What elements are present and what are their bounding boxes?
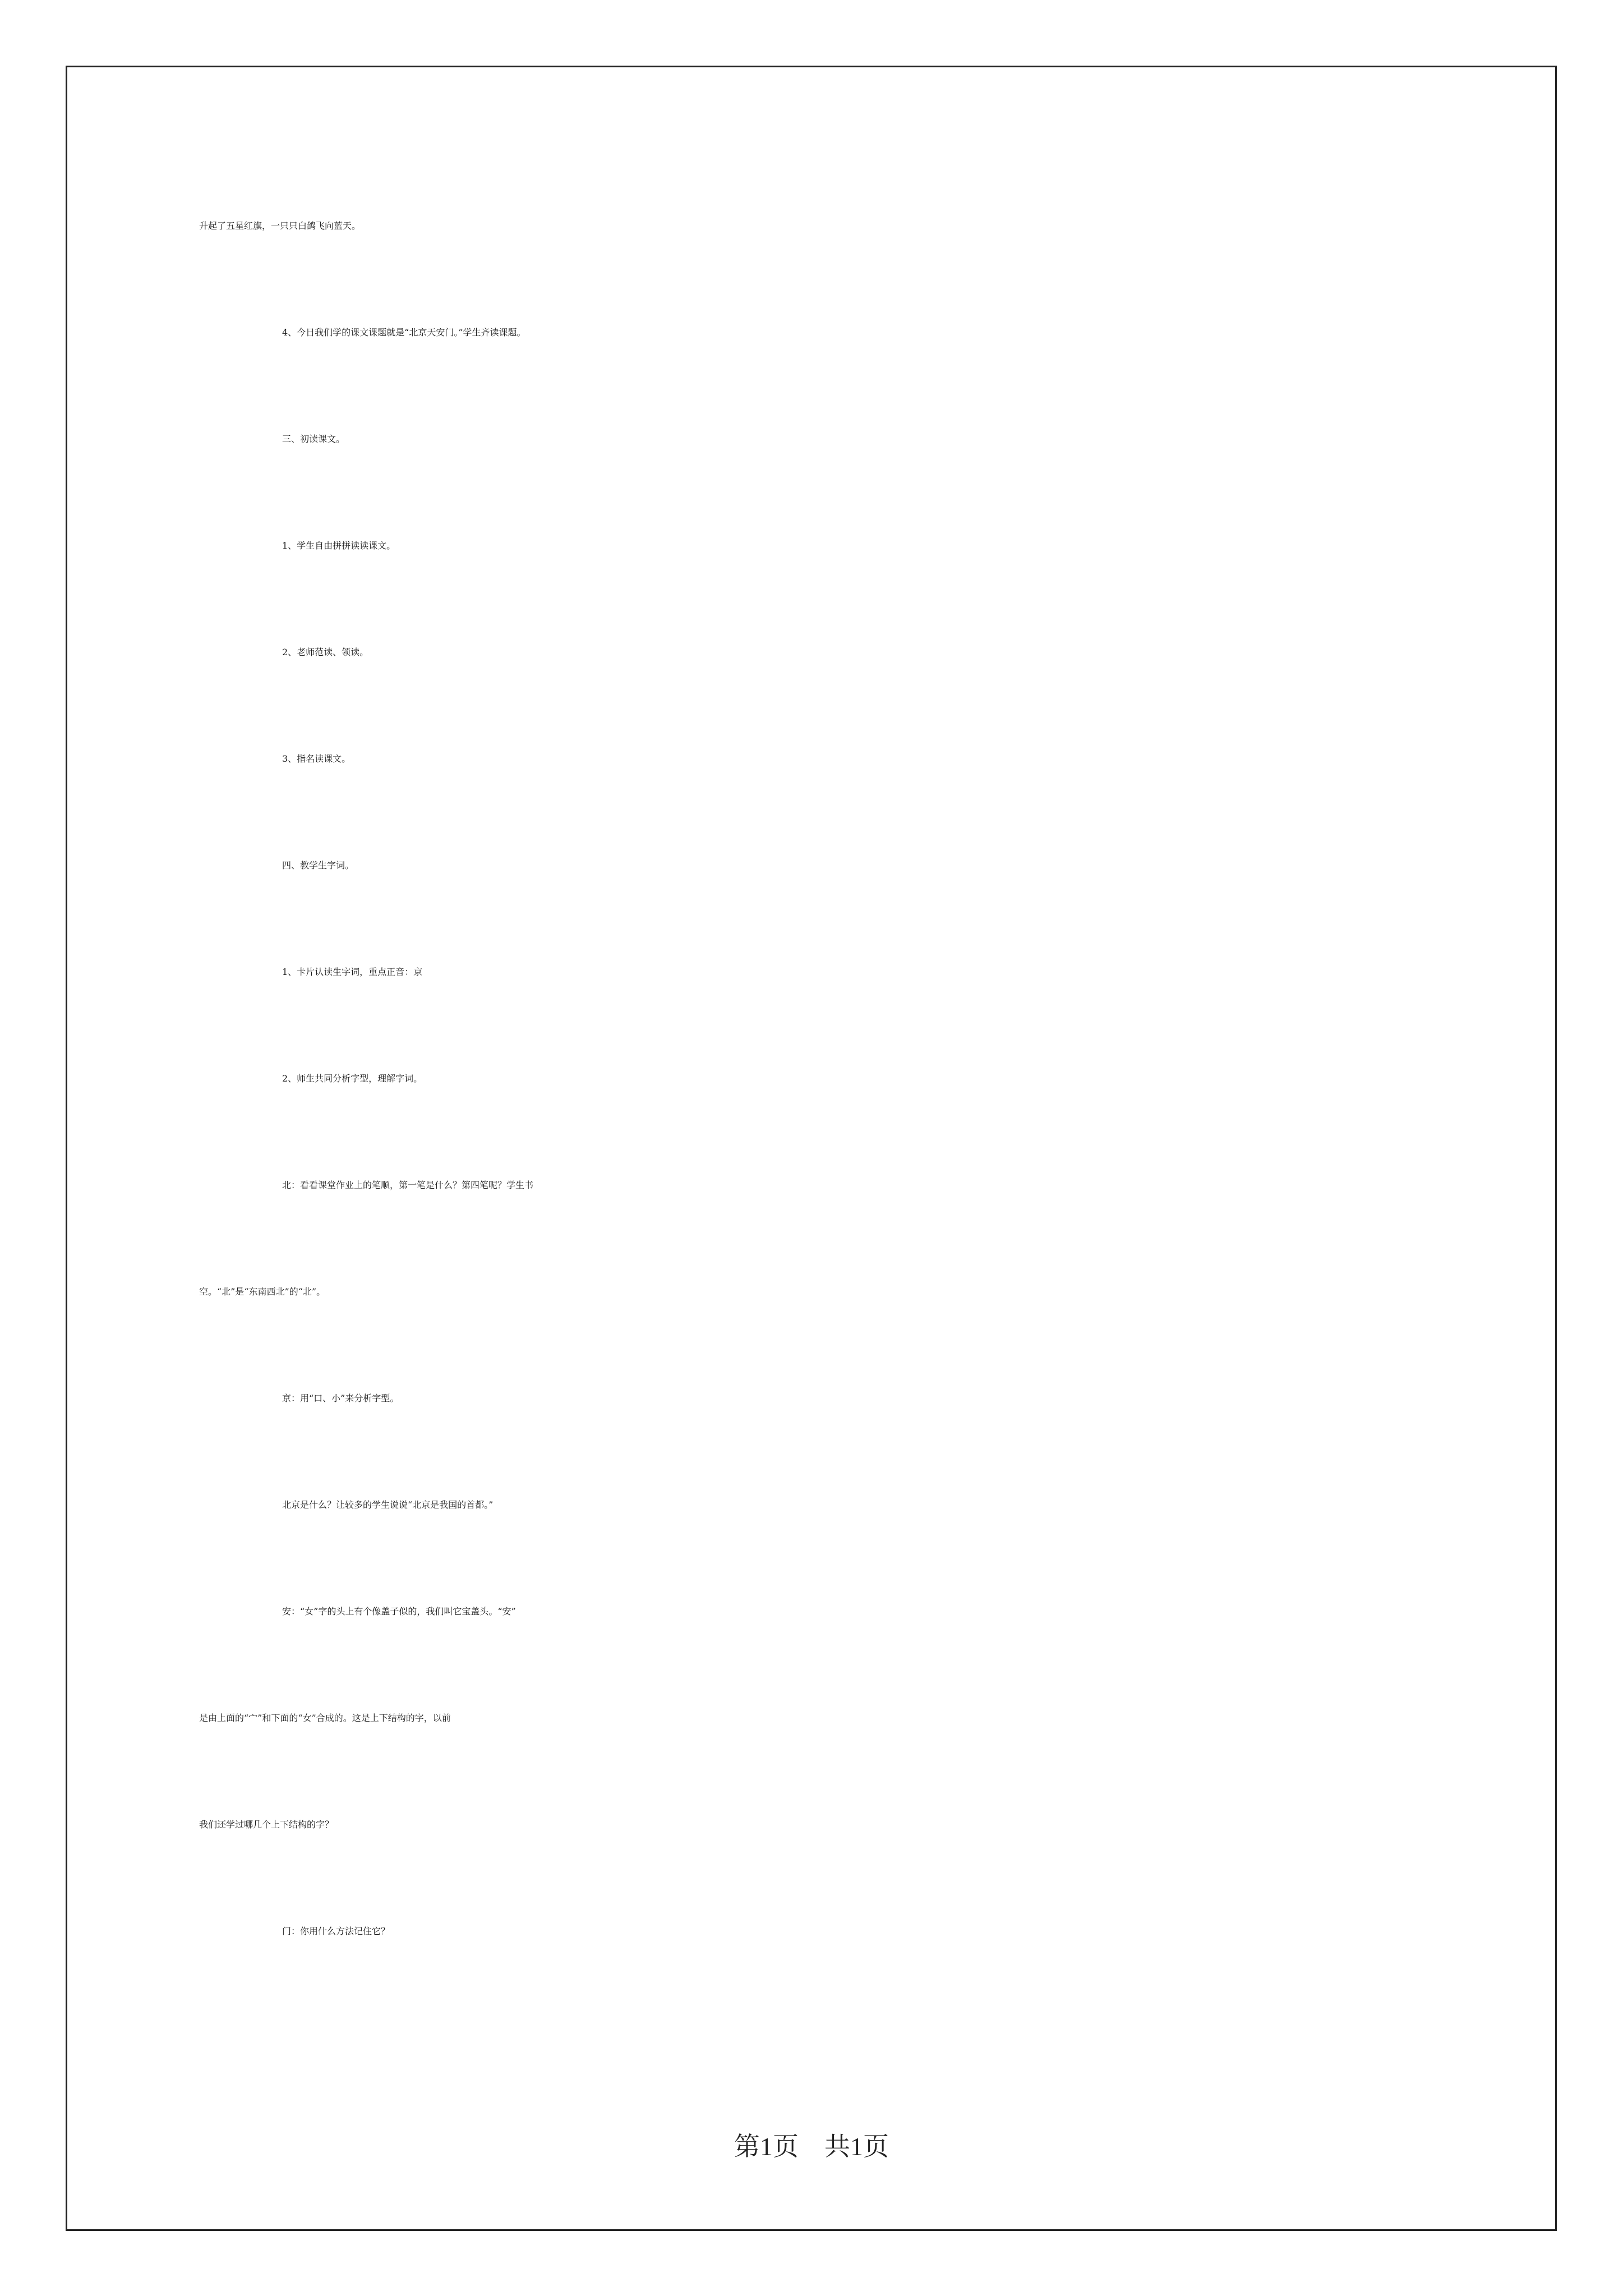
section-heading: 四、教学生字词。 xyxy=(282,860,354,871)
text-line: 京：用“口、小”来分析字型。 xyxy=(282,1393,399,1404)
text-line: 2、师生共同分析字型，理解字词。 xyxy=(282,1073,423,1084)
text-line: 是由上面的“宀”和下面的“女”合成的。这是上下结构的字，以前 xyxy=(199,1713,451,1723)
text-line: 1、学生自由拼拼读读课文。 xyxy=(282,540,396,551)
text-line: 安：“女”字的头上有个像盖子似的，我们叫它宝盖头。“安” xyxy=(282,1606,516,1617)
text-line: 2、老师范读、领读。 xyxy=(282,647,369,657)
text-line: 门：你用什么方法记住它？ xyxy=(282,1926,390,1936)
text-line: 3、指名读课文。 xyxy=(282,753,351,764)
text-line: 1、卡片认读生字词，重点正音：京 xyxy=(282,967,423,977)
text-line: 4、今日我们学的课文课题就是“北京天安门。”学生齐读课题。 xyxy=(282,327,526,338)
text-line: 升起了五星红旗，一只只白鸽飞向蓝天。 xyxy=(199,220,361,231)
section-heading: 三、初读课文。 xyxy=(282,434,345,444)
document-body xyxy=(199,219,1455,1978)
text-line: 我们还学过哪几个上下结构的字？ xyxy=(199,1819,334,1830)
text-line: 北：看看课堂作业上的笔顺，第一笔是什么？第四笔呢？学生书 xyxy=(282,1180,534,1190)
text-line: 北京是什么？让较多的学生说说“北京是我国的首都。” xyxy=(282,1499,494,1510)
text-line: 空。“北”是“东南西北”的“北”。 xyxy=(199,1286,326,1297)
page-number: 第1页 共1页 xyxy=(734,2132,889,2161)
